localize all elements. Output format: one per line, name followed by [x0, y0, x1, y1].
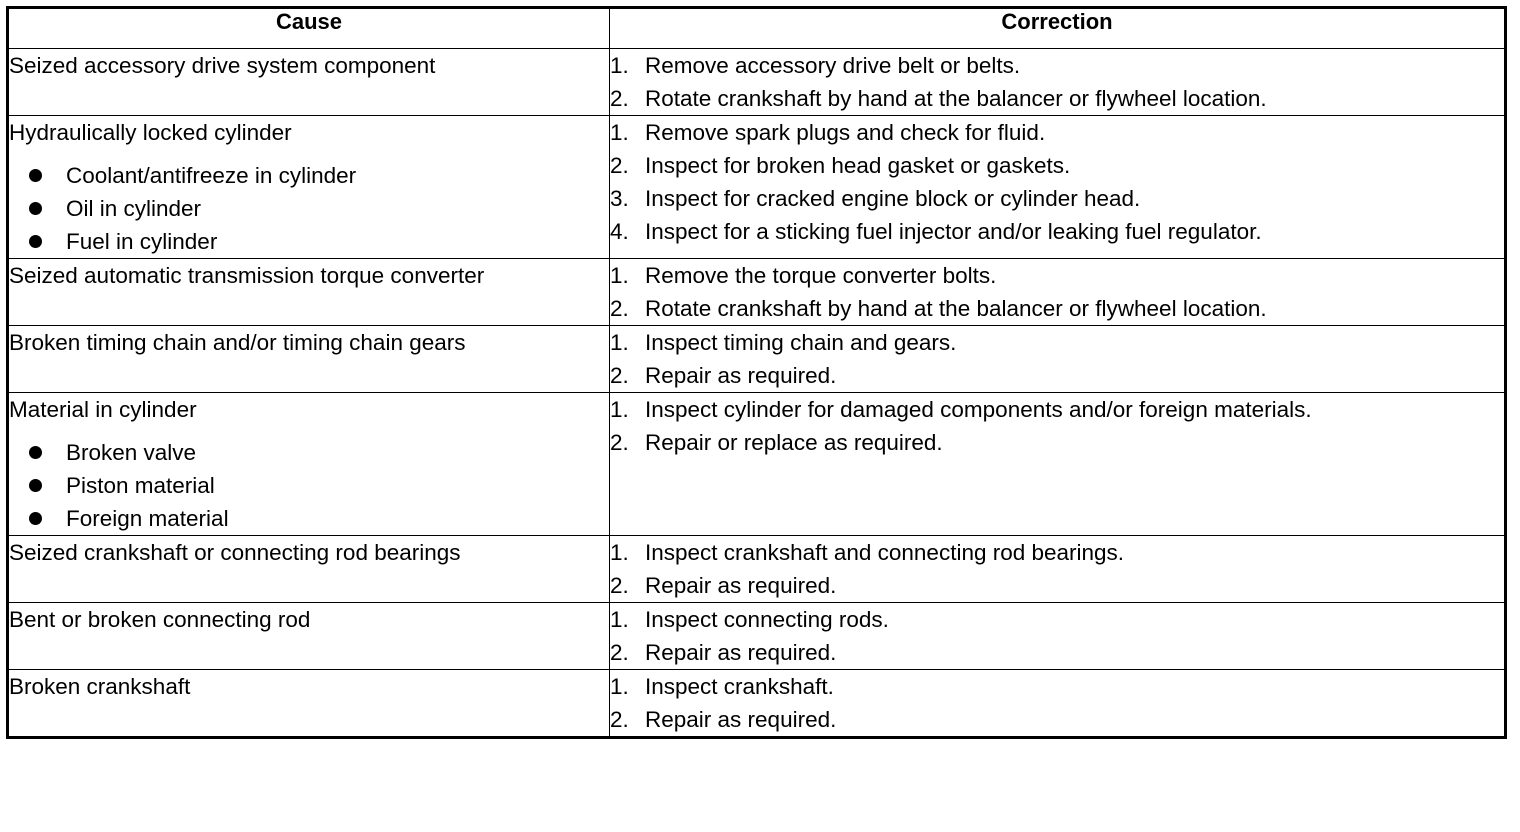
step-number: 2.: [610, 363, 629, 388]
step-text: Repair or replace as required.: [645, 430, 943, 455]
step-text: Repair as required.: [645, 573, 837, 598]
correction-step: [610, 49, 1504, 82]
cause-cell: [8, 603, 610, 670]
correction-cell: [610, 670, 1506, 738]
step-number: 2.: [610, 640, 629, 665]
correction-step: [610, 636, 1504, 669]
step-number: 1.: [610, 674, 629, 699]
correction-step: [610, 326, 1504, 359]
bullet-text: Coolant/antifreeze in cylinder: [66, 163, 357, 188]
bullet-text: Oil in cylinder: [66, 196, 202, 221]
step-number: 2.: [610, 86, 629, 111]
correction-steps: [610, 326, 1504, 392]
step-number: 1.: [610, 53, 629, 78]
step-text: Inspect cylinder for damaged components and/or foreign materials.: [645, 397, 1312, 422]
correction-cell: [610, 603, 1506, 670]
cause-text: Seized automatic transmission torque converter: [9, 263, 485, 288]
correction-cell: [610, 326, 1506, 393]
step-number: 1.: [610, 330, 629, 355]
bullet-dot-icon: [29, 479, 42, 492]
table-row: [8, 393, 1506, 536]
step-text: Repair as required.: [645, 363, 837, 388]
step-text: Inspect timing chain and gears.: [645, 330, 957, 355]
bullet-dot-icon: [29, 512, 42, 525]
correction-step: [610, 292, 1504, 325]
step-number: 1.: [610, 397, 629, 422]
cause-cell: [8, 259, 610, 326]
step-text: Inspect for broken head gasket or gaskets.: [645, 153, 1071, 178]
cause-text: Hydraulically locked cylinder: [9, 120, 292, 145]
step-text: Inspect crankshaft.: [645, 674, 834, 699]
step-text: Rotate crankshaft by hand at the balancer or flywheel location.: [645, 86, 1267, 111]
step-text: Inspect connecting rods.: [645, 607, 889, 632]
correction-step: [610, 426, 1504, 459]
bullet-text: Foreign material: [66, 506, 229, 531]
cause-cell: [8, 49, 610, 116]
correction-steps: [610, 49, 1504, 115]
cause-text: Broken timing chain and/or timing chain gears: [9, 330, 466, 355]
correction-cell: [610, 536, 1506, 603]
correction-step: [610, 259, 1504, 292]
correction-step: [610, 359, 1504, 392]
cause-cell: [8, 393, 610, 536]
step-number: 1.: [610, 263, 629, 288]
bullet-item: [29, 436, 609, 469]
step-number: 2.: [610, 707, 629, 732]
cause-bullet-list: [9, 159, 609, 258]
step-number: 1.: [610, 120, 629, 145]
correction-step: [610, 182, 1504, 215]
bullet-item: [29, 159, 609, 192]
bullet-dot-icon: [29, 169, 42, 182]
correction-step: [610, 569, 1504, 602]
correction-steps: [610, 670, 1504, 736]
table-row: [8, 670, 1506, 738]
step-number: 2.: [610, 573, 629, 598]
correction-step: [610, 670, 1504, 703]
table-row: [8, 116, 1506, 259]
correction-cell: [610, 116, 1506, 259]
correction-cell: [610, 259, 1506, 326]
table-row: [8, 49, 1506, 116]
cause-text: Broken crankshaft: [9, 674, 191, 699]
bullet-item: [29, 192, 609, 225]
correction-step: [610, 393, 1504, 426]
correction-steps: [610, 603, 1504, 669]
correction-step: [610, 703, 1504, 736]
bullet-text: Broken valve: [66, 440, 197, 465]
diagnostic-table: [6, 6, 1507, 739]
step-number: 2.: [610, 153, 629, 178]
cause-text: Bent or broken connecting rod: [9, 607, 311, 632]
correction-step: [610, 149, 1504, 182]
step-number: 4.: [610, 219, 629, 244]
correction-cell: [610, 393, 1506, 536]
step-number: 3.: [610, 186, 629, 211]
correction-step: [610, 536, 1504, 569]
table-row: [8, 259, 1506, 326]
step-text: Repair as required.: [645, 640, 837, 665]
bullet-text: Piston material: [66, 473, 215, 498]
step-text: Rotate crankshaft by hand at the balancer or flywheel location.: [645, 296, 1267, 321]
correction-step: [610, 82, 1504, 115]
cause-header: Cause: [8, 8, 610, 49]
step-text: Remove accessory drive belt or belts.: [645, 53, 1021, 78]
step-text: Inspect for cracked engine block or cylinder head.: [645, 186, 1141, 211]
cause-cell: [8, 116, 610, 259]
bullet-item: [29, 225, 609, 258]
bullet-text: Fuel in cylinder: [66, 229, 218, 254]
correction-step: [610, 215, 1504, 248]
correction-header: Correction: [610, 8, 1506, 49]
correction-steps: [610, 116, 1504, 248]
bullet-dot-icon: [29, 235, 42, 248]
correction-steps: [610, 393, 1504, 459]
step-text: Remove spark plugs and check for fluid.: [645, 120, 1046, 145]
cause-text: Material in cylinder: [9, 397, 197, 422]
cause-cell: [8, 670, 610, 738]
bullet-item: [29, 502, 609, 535]
correction-cell: [610, 49, 1506, 116]
cause-cell: [8, 326, 610, 393]
bullet-dot-icon: [29, 202, 42, 215]
cause-text: Seized crankshaft or connecting rod bearings: [9, 540, 461, 565]
step-number: 1.: [610, 540, 629, 565]
cause-text: Seized accessory drive system component: [9, 53, 436, 78]
bullet-dot-icon: [29, 446, 42, 459]
step-text: Remove the torque converter bolts.: [645, 263, 997, 288]
step-number: 2.: [610, 430, 629, 455]
correction-steps: [610, 259, 1504, 325]
step-text: Inspect crankshaft and connecting rod bearings.: [645, 540, 1125, 565]
table-row: [8, 603, 1506, 670]
bullet-item: [29, 469, 609, 502]
correction-step: [610, 116, 1504, 149]
correction-step: [610, 603, 1504, 636]
cause-bullet-list: [9, 436, 609, 535]
correction-steps: [610, 536, 1504, 602]
header-row: [8, 8, 1506, 49]
table-row: [8, 326, 1506, 393]
cause-cell: [8, 536, 610, 603]
step-text: Repair as required.: [645, 707, 837, 732]
step-number: 1.: [610, 607, 629, 632]
table-row: [8, 536, 1506, 603]
step-number: 2.: [610, 296, 629, 321]
step-text: Inspect for a sticking fuel injector and/or leaking fuel regulator.: [645, 219, 1262, 244]
